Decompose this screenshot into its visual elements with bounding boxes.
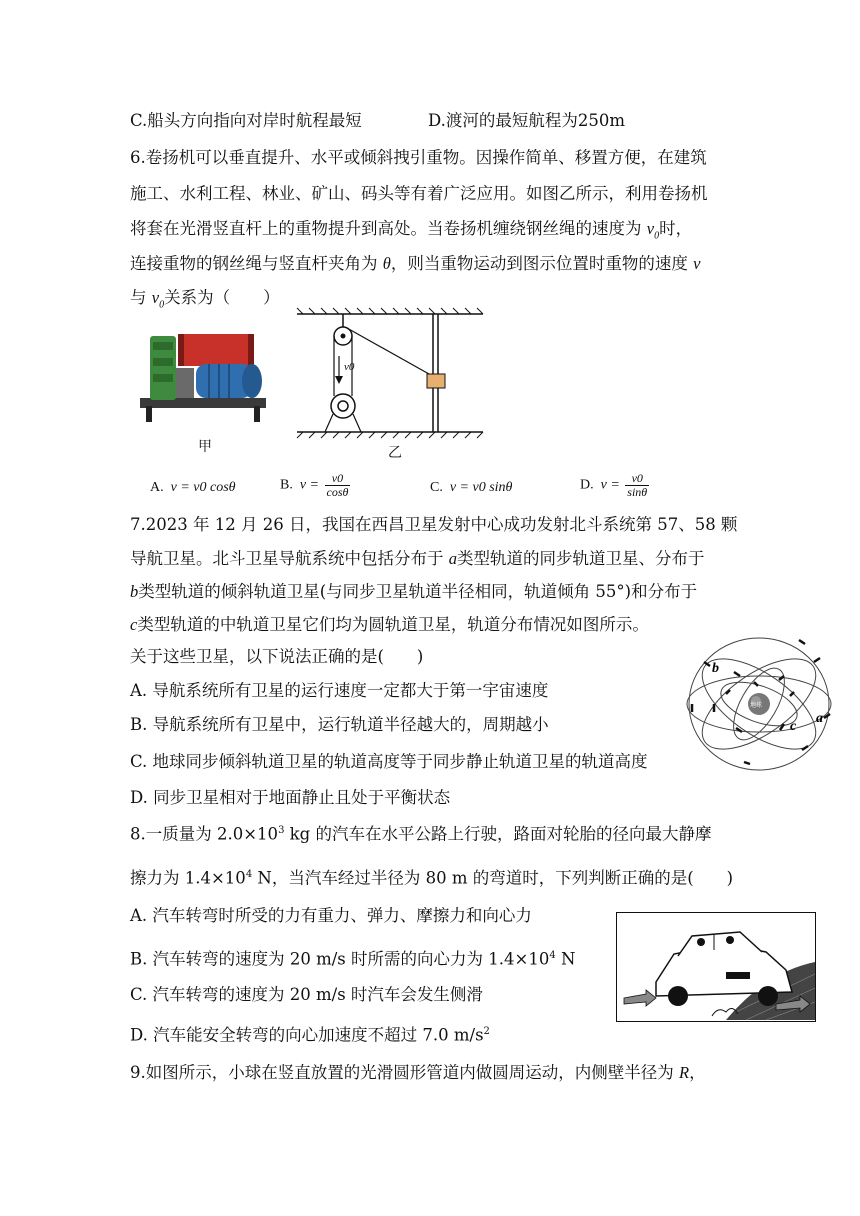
v0-arrow-label: v0: [344, 361, 355, 373]
theta-symbol: θ: [382, 254, 391, 273]
q6-option-d: D. v = $\frac{v0}{\sin\theta}$: [580, 471, 648, 499]
q8-option-b: B. 汽车转弯的速度为 20 m/s 时所需的向心力为 $1.4\times 10^4$ N: [130, 949, 576, 969]
pulley-diagram: [295, 306, 485, 440]
orbit-label-a: a: [816, 711, 823, 726]
q6-line-3-text-b: 时，: [659, 219, 693, 238]
q7-line-3: b类型轨道的倾斜轨道卫星(与同步卫星轨道半径相同，轨道倾角 55°)和分布于: [130, 582, 698, 601]
figure-caption-yi: 乙: [388, 445, 402, 461]
fraction-b: $\frac{v0}{\cos\theta}$: [326, 471, 349, 499]
q6-option-a: A. v = v0 cosθ: [150, 480, 236, 495]
q6-option-b: B. v = $\frac{v0}{\cos\theta}$: [280, 471, 349, 499]
q9-line-1: 9.如图所示，小球在竖直放置的光滑圆形管道内做圆周运动，内侧壁半径为 R，: [130, 1063, 706, 1082]
q6-line-3-text-a: 将套在光滑竖直杆上的重物提升到高处。当卷扬机缠绕钢丝绳的速度为: [130, 219, 647, 238]
q6-line-5-text-a: 与: [130, 288, 152, 307]
c-symbol: c: [130, 615, 138, 634]
q7-option-b: B. 导航系统所有卫星中，运行轨道半径越大的，周期越小: [130, 715, 549, 734]
q5-option-c: C.船头方向指向对岸时航程最短: [130, 111, 362, 130]
v0-symbol: $v_0$: [646, 219, 660, 242]
earth-label: 地球: [750, 702, 763, 709]
q8-option-a: A. 汽车转弯时所受的力有重力、弹力、摩擦力和向心力: [130, 906, 532, 925]
satellite-orbits-diagram: [684, 632, 834, 772]
q8-option-c: C. 汽车转弯的速度为 20 m/s 时汽车会发生侧滑: [130, 985, 483, 1004]
q6-line-5: [130, 286, 280, 317]
orbit-label-c: c: [790, 719, 797, 734]
figure-caption-jia: 甲: [198, 439, 212, 455]
q7-option-d: D. 同步卫星相对于地面静止且处于平衡状态: [130, 788, 451, 807]
car-turning-illustration: [616, 912, 816, 1022]
q8-line-1: 8.一质量为 $2.0\times 10^3$ kg 的汽车在水平公路上行驶，路面对轮胎的径向最大静摩: [130, 824, 712, 844]
q7-line-5: 关于这些卫星，以下说法正确的是( ): [130, 647, 424, 666]
orbit-label-b: b: [712, 661, 719, 676]
q7-line-2: 导航卫星。北斗卫星导航系统中包括分布于 a类型轨道的同步轨道卫星、分布于: [130, 549, 705, 568]
q8-option-d: D. 汽车能安全转弯的向心加速度不超过 7.0 $m/s^2$: [130, 1025, 490, 1045]
fraction-d: $\frac{v0}{\sin\theta}$: [627, 471, 648, 499]
q7-option-a: A. 导航系统所有卫星的运行速度一定都大于第一宇宙速度: [130, 681, 549, 700]
q6-line-4: [130, 252, 700, 276]
q7-option-c: C. 地球同步倾斜轨道卫星的轨道高度等于同步静止轨道卫星的轨道高度: [130, 752, 648, 771]
q6-line-4-text-a: 连接重物的钢丝绳与竖直杆夹角为: [130, 254, 383, 273]
v-symbol: v: [693, 254, 701, 273]
q6-option-c: C. v = v0 sinθ: [430, 480, 513, 495]
q6-line-3: [130, 217, 692, 248]
q6-line-1: 6.卷扬机可以垂直提升、水平或倾斜拽引重物。因操作简单、移置方便，在建筑: [130, 148, 707, 167]
q5-option-d: D.渡河的最短航程为250m: [428, 111, 626, 130]
q6-line-5-text-b: 关系为（ ）: [164, 288, 280, 307]
q8-line-2: 擦力为 $1.4\times 10^4$ N，当汽车经过半径为 80 m 的弯道时，下列判断正确的是( ): [130, 868, 734, 888]
a-symbol: a: [448, 549, 457, 568]
b-symbol: b: [130, 582, 139, 601]
r-symbol: R: [679, 1063, 690, 1082]
q6-line-2: 施工、水利工程、林业、矿山、码头等有着广泛应用。如图乙所示，利用卷扬机: [130, 184, 708, 203]
winch-photo: [136, 328, 272, 424]
v0-symbol: $v_0$: [151, 288, 165, 311]
q7-line-4: c类型轨道的中轨道卫星它们均为圆轨道卫星，轨道分布情况如图所示。: [130, 615, 649, 634]
q7-line-1: 7.2023 年 12 月 26 日，我国在西昌卫星发射中心成功发射北斗系统第 57、58 颗: [130, 515, 738, 534]
q6-line-4-text-b: ，则当重物运动到图示位置时重物的速度: [390, 254, 694, 273]
